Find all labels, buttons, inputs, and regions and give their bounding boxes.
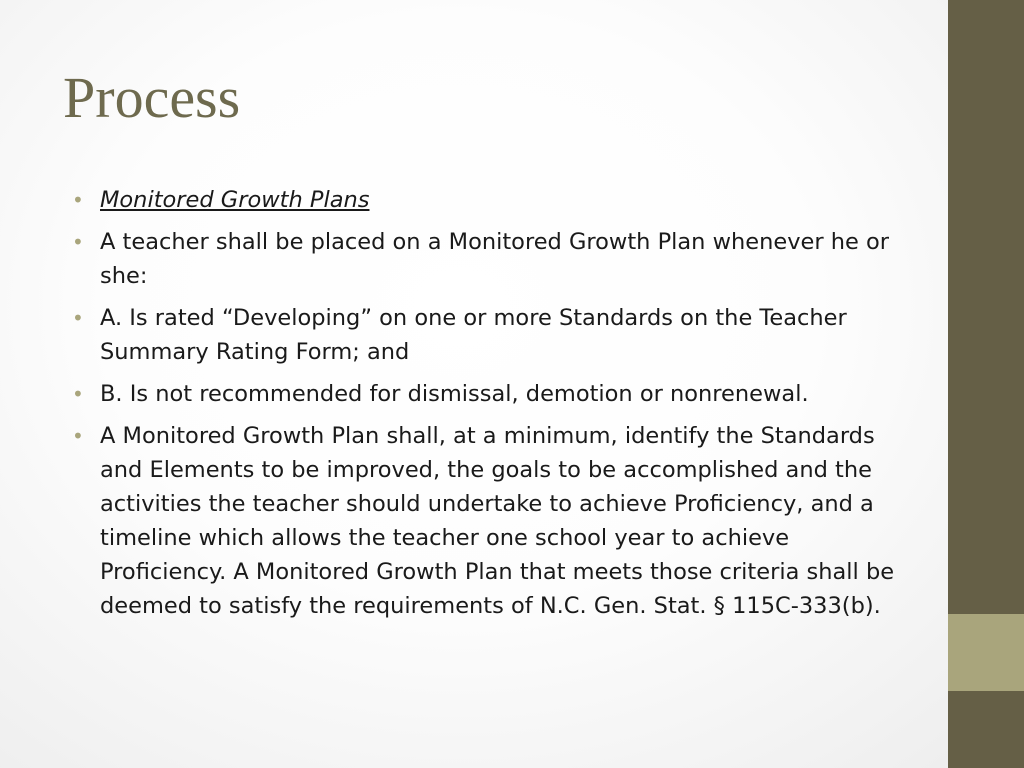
decorative-side-accent <box>948 614 1024 691</box>
bullet-marker: • <box>72 230 84 254</box>
bullet-item <box>72 183 902 217</box>
bullet-item <box>72 377 902 411</box>
bullet-marker: • <box>72 188 84 212</box>
bullet-item <box>72 301 902 369</box>
bullet-text: B. Is not recommended for dismissal, demotion or nonrenewal. <box>100 381 809 407</box>
bullet-item <box>72 419 902 623</box>
bullet-item <box>72 225 902 293</box>
bullet-marker: • <box>72 424 84 448</box>
bullet-heading-text: Monitored Growth Plans <box>100 187 370 213</box>
slide-title: Process <box>63 65 241 130</box>
bullet-marker: • <box>72 306 84 330</box>
bullet-marker: • <box>72 382 84 406</box>
bullet-list <box>72 183 902 631</box>
bullet-text: A teacher shall be placed on a Monitored Growth Plan whenever he or she: <box>100 229 890 289</box>
bullet-text: A Monitored Growth Plan shall, at a minimum, identify the Standards and Elements to be improved, the goals to be accomplished and the activities the teacher should undertake to achieve Proficiency, and a timeline which allows the teacher one school year to achieve Proficiency. A Monitored Growth Plan that meets those criteria shall be deemed to satisfy the requirements of N.C. Gen. Stat. § 115C-333(b). <box>100 423 895 619</box>
bullet-text: A. Is rated “Developing” on one or more Standards on the Teacher Summary Rating Form; and <box>100 305 847 365</box>
